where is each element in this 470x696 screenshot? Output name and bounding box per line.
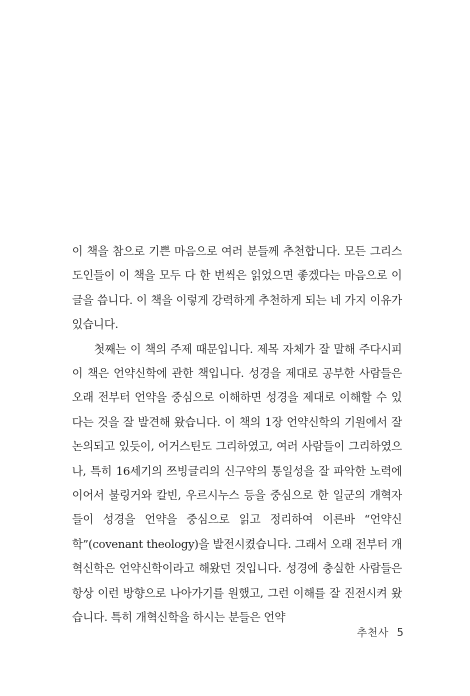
body-text <box>72 240 402 631</box>
paragraph-first-reason: 첫째는 이 책의 주제 때문입니다. 제목 자체가 잘 말해 주다시피 이 책은 언약신학에 관한 책입니다. 성경을 제대로 공부한 사람들은 오래 전부터 언약을 중심으로 이해하면 성경을 제대로 이해할 수 있다는 것을 잘 발견해 왔습니다. 이 책의 1장 언약신학의 기원에서 잘 논의되고 있듯이, 어거스틴도 그리하였고, 여러 사람들이 그리하였으나, 특히 16세기의 쯔빙글리의 신구약의 통일성을 잘 파악한 노력에 이어서 불링거와 칼빈, 우르시누스 등을 중심으로 한 일군의 개혁자들이 성경을 언약을 중심으로 읽고 정리하여 이른바 “언약신학”(covenant theology)을 발전시켰습니다. 그래서 오래 전부터 개혁신학은 언약신학이라고 해왔던 것입니다. 성경에 충실한 사람들은 항상 이런 방향으로 나아가기를 원했고, 그런 이해를 잘 진전시켜 왔습니다. 특히 개혁신학을 하시는 분들은 언약 <box>72 342 402 625</box>
paragraph-intro: 이 책을 참으로 기쁜 마음으로 여러 분들께 추천합니다. 모든 그리스도인들이 이 책을 모두 다 한 번씩은 읽었으면 좋겠다는 마음으로 이 글을 씁니다. 이 책을 이렇게 강력하게 추천하게 되는 네 가지 이유가 있습니다. <box>72 245 402 332</box>
running-title: 추천사 <box>356 627 389 639</box>
page-number: 5 <box>396 627 404 639</box>
page-footer <box>357 625 404 640</box>
